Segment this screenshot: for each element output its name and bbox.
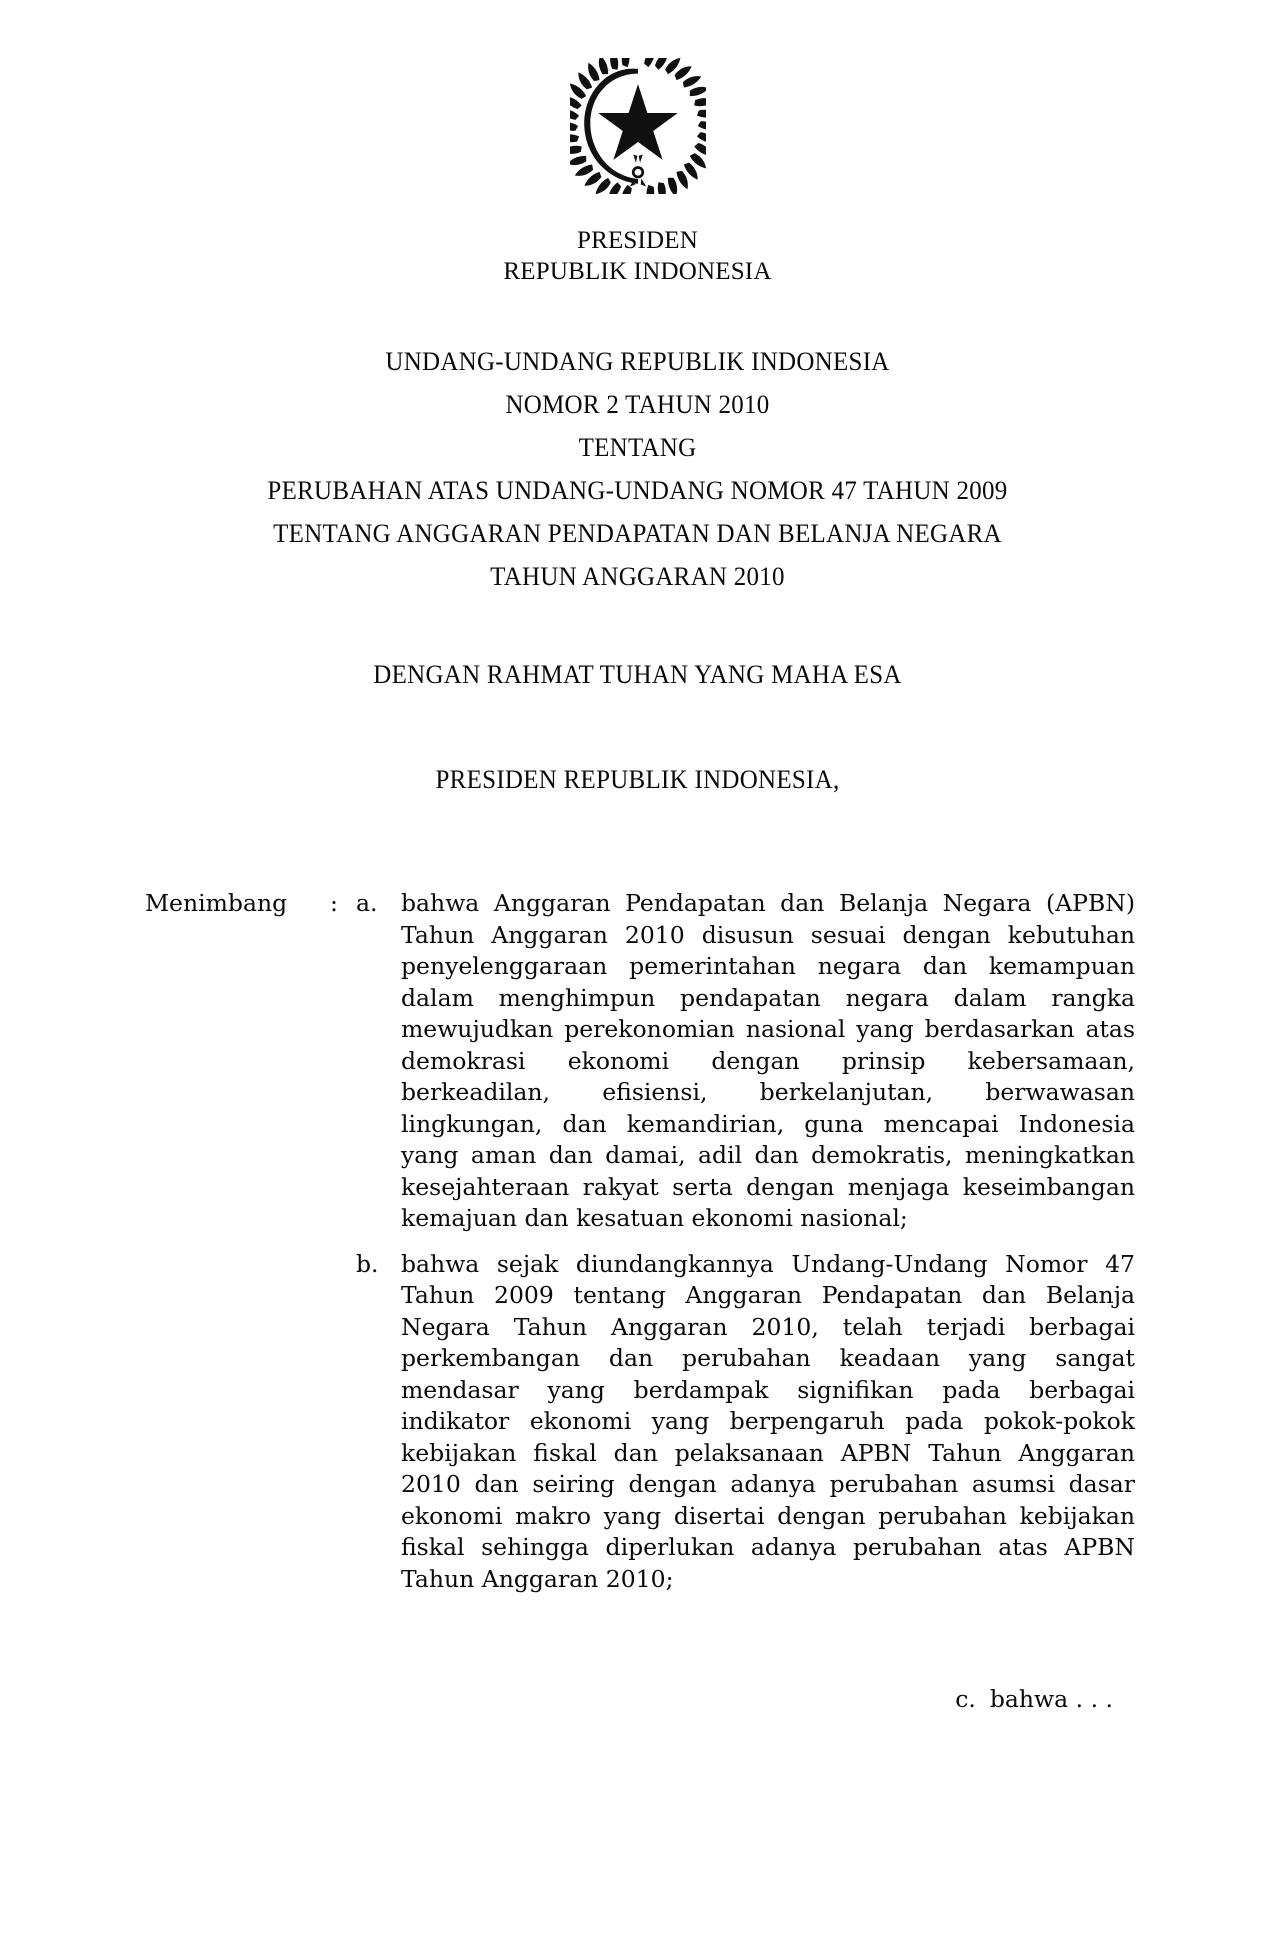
considerations-section xyxy=(145,888,1135,1595)
title-line-number: NOMOR 2 TAHUN 2010 xyxy=(505,390,770,419)
consideration-text-b: bahwa sejak diundangkannya Undang-Undang Nomor 47 Tahun 2009 tentang Anggaran Pendapatan dan Belanja Negara Tahun Anggaran 2010, telah terjadi berbagai perkembangan dan perubahan keadaan yang sangat mendasar yang berdampak signifikan pada berbagai indikator ekonomi yang berpengaruh pada pokok-pokok kebijakan fiskal dan pelaksanaan APBN Tahun Anggaran 2010 dan seiring dengan adanya perubahan asumsi dasar ekonomi makro yang disertai dengan perubahan kebijakan fiskal sehingga diperlukan adanya perubahan atas APBN Tahun Anggaran 2010; xyxy=(401,1249,1135,1593)
letterhead-line-republic: REPUBLIK INDONESIA xyxy=(503,258,772,285)
page-continuation-marker xyxy=(0,1685,1135,1713)
considerations-colon: : xyxy=(330,889,338,917)
letterhead-line-president: PRESIDEN xyxy=(576,227,699,254)
continuation-letter: c. xyxy=(955,1685,976,1713)
continuation-text: bahwa . . . xyxy=(989,1685,1113,1713)
presidential-seal-icon xyxy=(570,58,706,194)
title-line-subject: TENTANG ANGGARAN PENDAPATAN DAN BELANJA NEGARA xyxy=(273,519,1002,548)
letterhead xyxy=(0,225,1275,287)
consideration-text-a: bahwa Anggaran Pendapatan dan Belanja Negara (APBN) Tahun Anggaran 2010 disusun sesuai dengan kebutuhan penyelenggaraan pemerintahan negara dan kemampuan dalam menghimpun pendapatan negara dalam rangka mewujudkan perekonomian nasional yang berdasarkan atas demokrasi ekonomi dengan prinsip kebersamaan, berkeadilan, efisiensi, berkelanjutan, berwawasan lingkungan, dan kemandirian, guna mencapai Indonesia yang aman dan damai, adil dan demokratis, meningkatkan kesejahteraan rakyat serta dengan menjaga keseimbangan kemajuan dan kesatuan ekonomi nasional; xyxy=(401,889,1135,1232)
consideration-letter-a: a. xyxy=(356,889,378,917)
emblem-container xyxy=(0,58,1275,194)
title-line-tentang: TENTANG xyxy=(578,433,697,462)
title-line-law-type: UNDANG-UNDANG REPUBLIK INDONESIA xyxy=(385,347,890,376)
title-line-fiscal-year: TAHUN ANGGARAN 2010 xyxy=(490,562,785,591)
signatory-heading: PRESIDEN REPUBLIK INDONESIA, xyxy=(435,765,840,794)
consideration-item-a xyxy=(145,888,1135,1235)
consideration-item-b xyxy=(145,1249,1135,1596)
considerations-label: Menimbang xyxy=(145,889,288,917)
title-line-amendment: PERUBAHAN ATAS UNDANG-UNDANG NOMOR 47 TAHUN 2009 xyxy=(267,476,1008,505)
document-title-block xyxy=(26,340,1250,598)
consideration-letter-b: b. xyxy=(356,1249,379,1278)
divine-mandate-line: DENGAN RAHMAT TUHAN YANG MAHA ESA xyxy=(373,660,902,689)
